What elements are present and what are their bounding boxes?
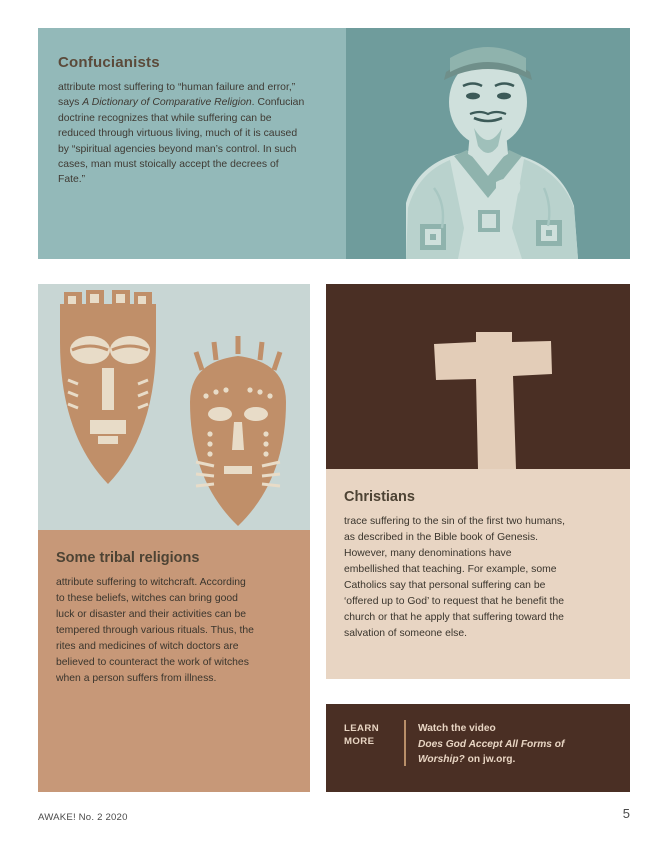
confucianists-title: Confucianists <box>58 54 160 71</box>
confucian-sage-illustration <box>346 28 630 259</box>
confucianists-body-part-2: . Confucian doctrine recognizes that while suffering can be reduced through virtuous living, much of it is caused by “spiritual agencies beyond man’s control. In such cases, man must stoically accept the decrees of Fate.” <box>58 97 305 186</box>
confucianists-body-italic: A Dictionary of Comparative Religion <box>82 97 252 109</box>
footer-divider <box>38 800 630 801</box>
learn-more-label <box>344 722 379 748</box>
footer-page-number: 5 <box>622 806 630 821</box>
learn-more-label-line1: LEARN <box>344 723 380 734</box>
confucianists-text-panel <box>38 28 346 259</box>
tribal-masks-illustration <box>38 284 310 530</box>
tribal-body: attribute suffering to witchcraft. According to these beliefs, witches can bring good luck or disaster and their activities can be tempered through various rituals. Thus, the rites and medicines of witch doctors are believed to counteract the work of witches when a person suffers from illness. <box>56 577 254 684</box>
tribal-title: Some tribal religions <box>56 550 200 566</box>
learn-more-label-line2: MORE <box>344 736 375 747</box>
learn-more-box[interactable] <box>326 704 630 792</box>
confucianists-body-part-1: attribute most suffering to “human failure and error,” says <box>58 82 296 109</box>
learn-more-lead: Watch the video <box>418 723 496 734</box>
learn-more-video-title[interactable]: Does God Accept All Forms of Worship? <box>418 738 565 765</box>
christians-title: Christians <box>344 489 415 505</box>
learn-more-suffix: on jw.org. <box>464 754 516 765</box>
learn-more-divider <box>404 720 406 766</box>
learn-more-text <box>418 721 613 768</box>
christians-text-panel <box>326 469 630 679</box>
confucianists-body <box>58 80 306 188</box>
confucian-sage-icon <box>346 28 630 259</box>
tribal-masks-icon <box>38 284 310 530</box>
section-tribal-religions <box>38 284 310 792</box>
section-confucianists <box>38 28 630 259</box>
christians-body: trace suffering to the sin of the first two humans, as described in the Bible book of Genesis. However, many denominations have embellished that teaching. For example, some Catholics say that personal suffering can be ‘offered up to God’ to request that he benefit the church or that he apply that suffering toward the salvation of someone else. <box>344 516 566 639</box>
section-christians <box>326 284 630 679</box>
footer-publication: AWAKE! No. 2 2020 <box>38 812 128 823</box>
cross-illustration <box>326 284 630 469</box>
tribal-text-panel <box>38 530 310 792</box>
cross-icon <box>326 284 630 469</box>
